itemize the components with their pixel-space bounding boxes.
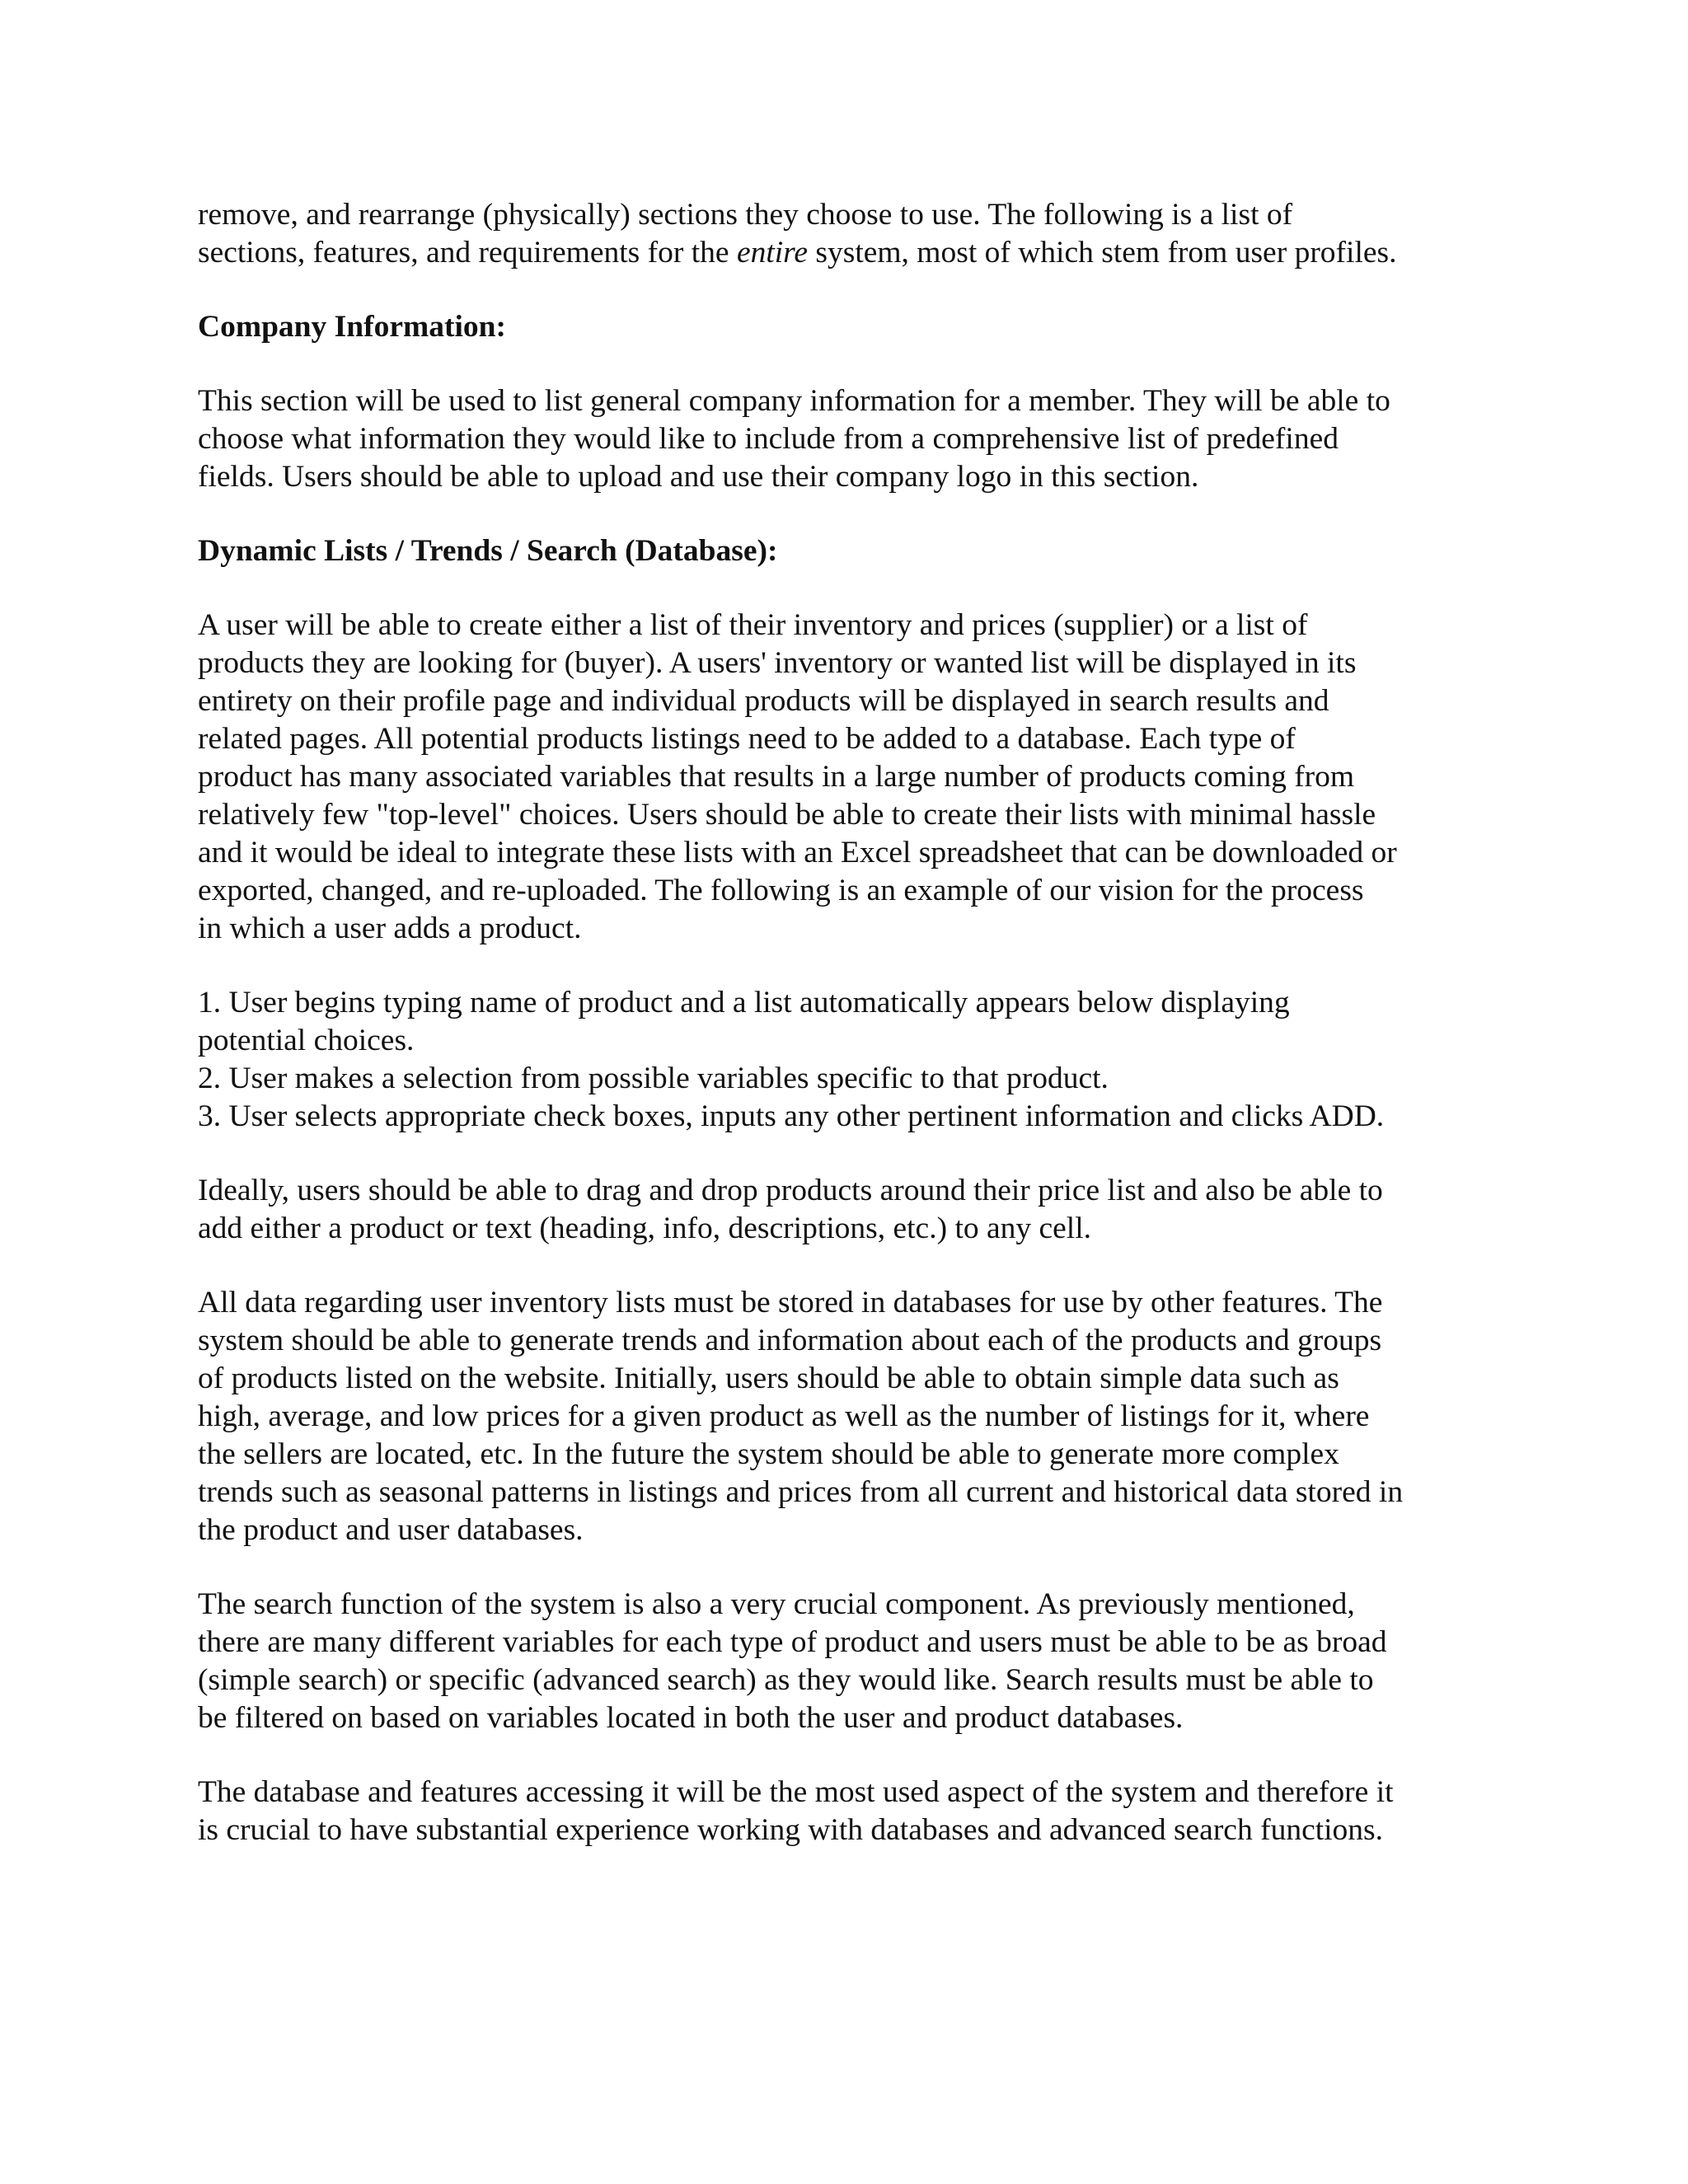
document-page [198, 196, 1500, 1886]
company-information-paragraph: This section will be used to list general company information for a member. They will be able to choose what information they would like to include from a comprehensive list of predefined fields. Users should be able to upload and use their company logo in this section. [198, 384, 1390, 494]
company-information-heading: Company Information: [198, 310, 506, 344]
intro-line-2-end: system, most of which stem from user profiles. [808, 236, 1397, 269]
intro-line-1: remove, and rearrange (physically) sections they choose to use. The following is a list of [198, 198, 1293, 232]
intro-line-2-start: sections, features, and requirements for the [198, 236, 737, 269]
step-item-2: 2. User makes a selection from possible variables specific to that product. [198, 1062, 1109, 1095]
step-item-1: 1. User begins typing name of product and a list automatically appears below displaying potential choices. [198, 986, 1290, 1057]
add-product-steps-list [198, 984, 1500, 1136]
trends-paragraph: All data regarding user inventory lists must be stored in databases for use by other features. The system should be able to generate trends and information about each of the products and groups of products listed on the website. Initially, users should be able to obtain simple data such as high, average, and low prices for a given product as well as the number of listings for it, where the sellers are located, etc. In the future the system should be able to generate more complex trends such as seasonal patterns in listings and prices from all current and historical data stored in the product and user databases. [198, 1286, 1404, 1547]
step-item-3: 3. User selects appropriate check boxes, inputs any other pertinent information and clicks ADD. [198, 1099, 1385, 1133]
drag-drop-paragraph: Ideally, users should be able to drag and drop products around their price list and also be able to add either a product or text (heading, info, descriptions, etc.) to any cell. [198, 1174, 1383, 1245]
conclusion-paragraph: The database and features accessing it will be the most used aspect of the system and therefore it is crucial to have substantial experience working with databases and advanced search functions. [198, 1775, 1394, 1847]
intro-paragraph [198, 196, 1500, 272]
search-paragraph: The search function of the system is also a very crucial component. As previously mentioned, there are many different variables for each type of product and users must be able to be as broad (simple search) or specific (advanced search) as they would like. Search results must be able to be filtered on based on variables located in both the user and product databases. [198, 1587, 1387, 1735]
dynamic-lists-paragraph: A user will be able to create either a list of their inventory and prices (supplier) or a list of products they are looking for (buyer). A users' inventory or wanted list will be displayed in its entirety on their profile page and individual products will be displayed in search results and related pages. All potential products listings need to be added to a database. Each type of product has many associated variables that results in a large number of products coming from relatively few "top-level" choices. Users should be able to create their lists with minimal hassle and it would be ideal to integrate these lists with an Excel spreadsheet that can be downloaded or exported, changed, and re-uploaded. The following is an example of our vision for the process in which a user adds a product. [198, 608, 1397, 945]
dynamic-lists-heading: Dynamic Lists / Trends / Search (Database): [198, 534, 778, 568]
intro-italic-word: entire [736, 236, 809, 269]
